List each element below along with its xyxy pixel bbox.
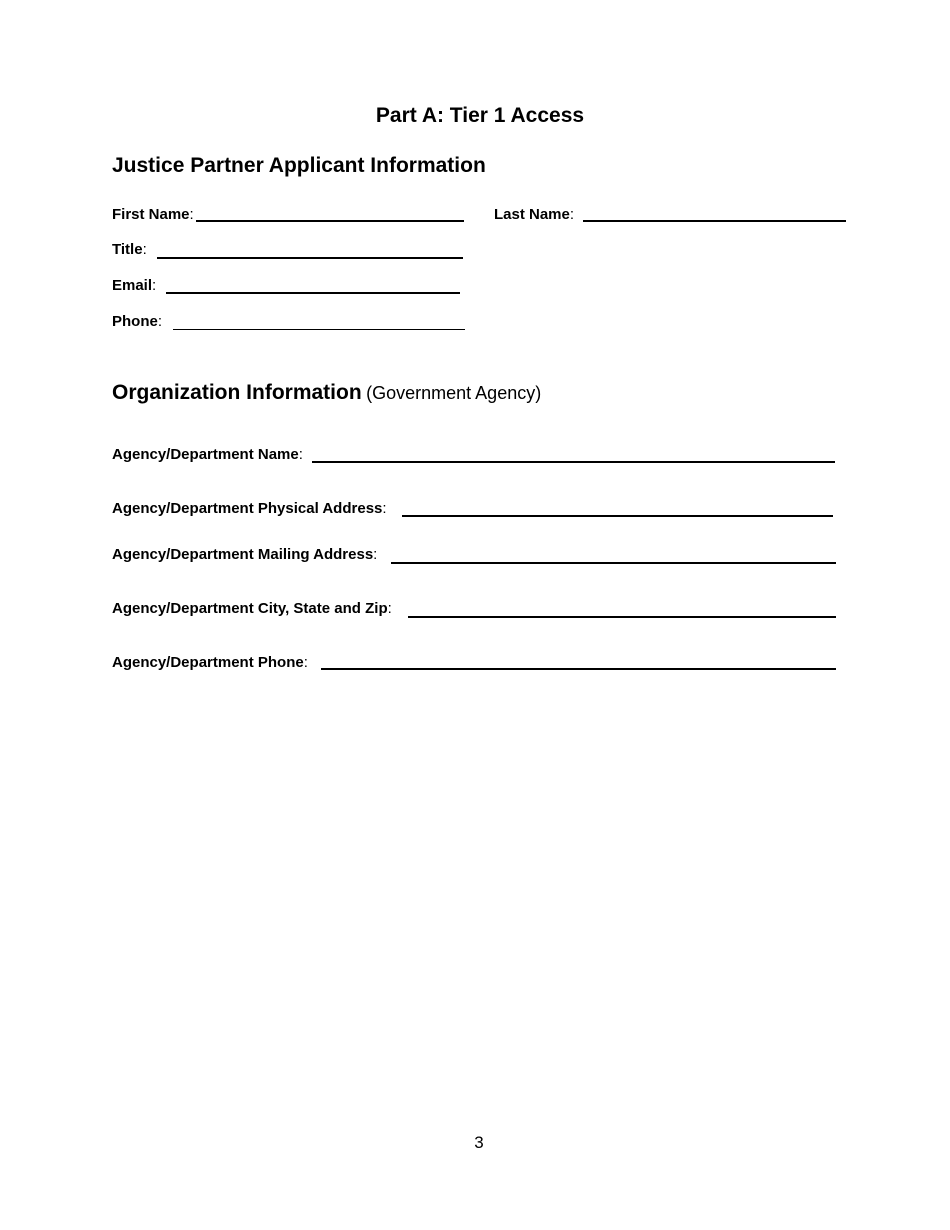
agency-mailing-address-field[interactable]	[391, 562, 836, 564]
phone-label: Phone:	[112, 313, 163, 330]
title-label: Title:	[112, 241, 147, 258]
agency-phone-label: Agency/Department Phone:	[112, 654, 308, 671]
agency-physical-address-label: Agency/Department Physical Address:	[112, 500, 387, 517]
page-number: 3	[474, 1133, 484, 1152]
agency-mailing-address-label: Agency/Department Mailing Address:	[112, 546, 378, 563]
agency-physical-address-field[interactable]	[402, 515, 833, 517]
email-label: Email:	[112, 277, 157, 294]
phone-field[interactable]	[173, 329, 465, 330]
title-field[interactable]	[157, 257, 463, 259]
part-title: Part A: Tier 1 Access	[375, 104, 585, 127]
agency-name-field[interactable]	[312, 461, 835, 463]
email-field[interactable]	[166, 292, 460, 294]
first-name-field[interactable]	[196, 220, 464, 222]
organization-subheading: (Government Agency)	[366, 383, 542, 403]
first-name-label: First Name:	[112, 206, 194, 223]
applicant-section-heading: Justice Partner Applicant Information	[112, 154, 486, 177]
agency-city-state-zip-label: Agency/Department City, State and Zip:	[112, 600, 392, 617]
organization-section-heading: Organization Information (Government Agency)	[112, 381, 542, 404]
agency-name-label: Agency/Department Name:	[112, 446, 303, 463]
agency-phone-field[interactable]	[321, 668, 836, 670]
last-name-field[interactable]	[583, 220, 846, 222]
agency-city-state-zip-field[interactable]	[408, 616, 836, 618]
last-name-label: Last Name:	[494, 206, 575, 223]
